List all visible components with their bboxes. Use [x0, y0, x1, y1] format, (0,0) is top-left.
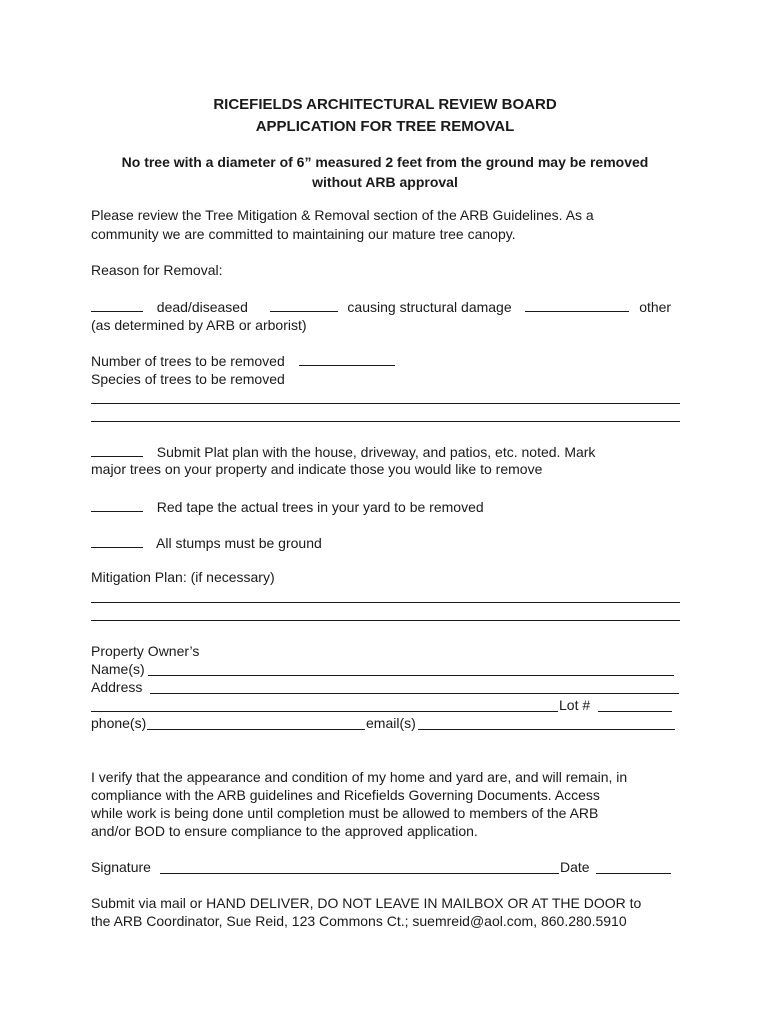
- email-field[interactable]: [418, 729, 675, 730]
- reason-note: (as determined by ARB or arborist): [91, 317, 307, 333]
- names-field[interactable]: [148, 675, 674, 676]
- title-line-1: RICEFIELDS ARCHITECTURAL REVIEW BOARD: [213, 96, 557, 113]
- intro-line-1: Please review the Tree Mitigation & Removal section of the ARB Guidelines. As a: [91, 207, 594, 223]
- address-field[interactable]: [150, 693, 679, 694]
- intro-line-2: community we are committed to maintaining our mature tree canopy.: [91, 226, 516, 242]
- mitigation-line-1[interactable]: [91, 602, 680, 603]
- plat-plan-line-1: Submit Plat plan with the house, driveway, and patios, etc. noted. Mark: [156, 444, 596, 460]
- address-label: Address: [91, 679, 143, 695]
- phone-label: phone(s): [91, 715, 147, 731]
- verify-line-2: compliance with the ARB guidelines and Ricefields Governing Documents. Access: [91, 787, 600, 803]
- red-tape-label: Red tape the actual trees in your yard to be removed: [156, 499, 484, 515]
- plat-plan-line-2: major trees on your property and indicate those you would like to remove: [91, 461, 543, 477]
- submit-line-2: the ARB Coordinator, Sue Reid, 123 Commons Ct.; suemreid@aol.com, 860.280.5910: [91, 913, 627, 929]
- email-label: email(s): [366, 715, 416, 731]
- plat-plan-blank[interactable]: [91, 442, 143, 457]
- plat-plan-row: [91, 442, 595, 461]
- dead-diseased-blank[interactable]: [91, 297, 143, 312]
- mitigation-line-2[interactable]: [91, 620, 680, 621]
- other-label: other: [639, 299, 672, 315]
- reason-options-row: [91, 297, 671, 316]
- owner-heading: Property Owner’s: [91, 643, 200, 659]
- notice-line-2: without ARB approval: [312, 174, 458, 190]
- dead-diseased-label: dead/diseased: [156, 299, 248, 315]
- stumps-blank[interactable]: [91, 533, 143, 548]
- stumps-label: All stumps must be ground: [156, 535, 322, 551]
- verify-line-1: I verify that the appearance and condition of my home and yard are, and will remain, in: [91, 769, 628, 785]
- structural-damage-label: causing structural damage: [347, 299, 512, 315]
- date-label: Date: [560, 859, 590, 875]
- submit-line-1: Submit via mail or HAND DELIVER, DO NOT LEAVE IN MAILBOX OR AT THE DOOR to: [91, 895, 642, 911]
- lot-field[interactable]: [598, 711, 672, 712]
- number-trees-label: Number of trees to be removed: [91, 353, 285, 369]
- names-label: Name(s): [91, 661, 145, 677]
- title-line-2: APPLICATION FOR TREE REMOVAL: [255, 118, 515, 135]
- notice-line-1: No tree with a diameter of 6” measured 2 feet from the ground may be removed: [121, 154, 649, 170]
- red-tape-row: [91, 497, 484, 516]
- lot-label: Lot #: [559, 697, 591, 713]
- date-field[interactable]: [596, 873, 671, 874]
- verify-line-4: and/or BOD to ensure compliance to the approved application.: [91, 823, 478, 839]
- signature-field[interactable]: [160, 873, 559, 874]
- address-field-line-2[interactable]: [91, 711, 558, 712]
- number-trees-blank[interactable]: [299, 351, 395, 366]
- signature-label: Signature: [91, 859, 151, 875]
- number-trees-row: [91, 351, 395, 370]
- mitigation-label: Mitigation Plan: (if necessary): [91, 569, 275, 585]
- species-line-1[interactable]: [91, 403, 680, 404]
- phone-field[interactable]: [147, 729, 365, 730]
- species-trees-label: Species of trees to be removed: [91, 371, 285, 387]
- reason-label: Reason for Removal:: [91, 262, 223, 278]
- species-line-2[interactable]: [91, 421, 680, 422]
- structural-damage-blank[interactable]: [270, 297, 338, 312]
- stumps-row: [91, 533, 322, 552]
- red-tape-blank[interactable]: [91, 497, 143, 512]
- other-blank[interactable]: [525, 297, 629, 312]
- verify-line-3: while work is being done until completion must be allowed to members of the ARB: [91, 805, 599, 821]
